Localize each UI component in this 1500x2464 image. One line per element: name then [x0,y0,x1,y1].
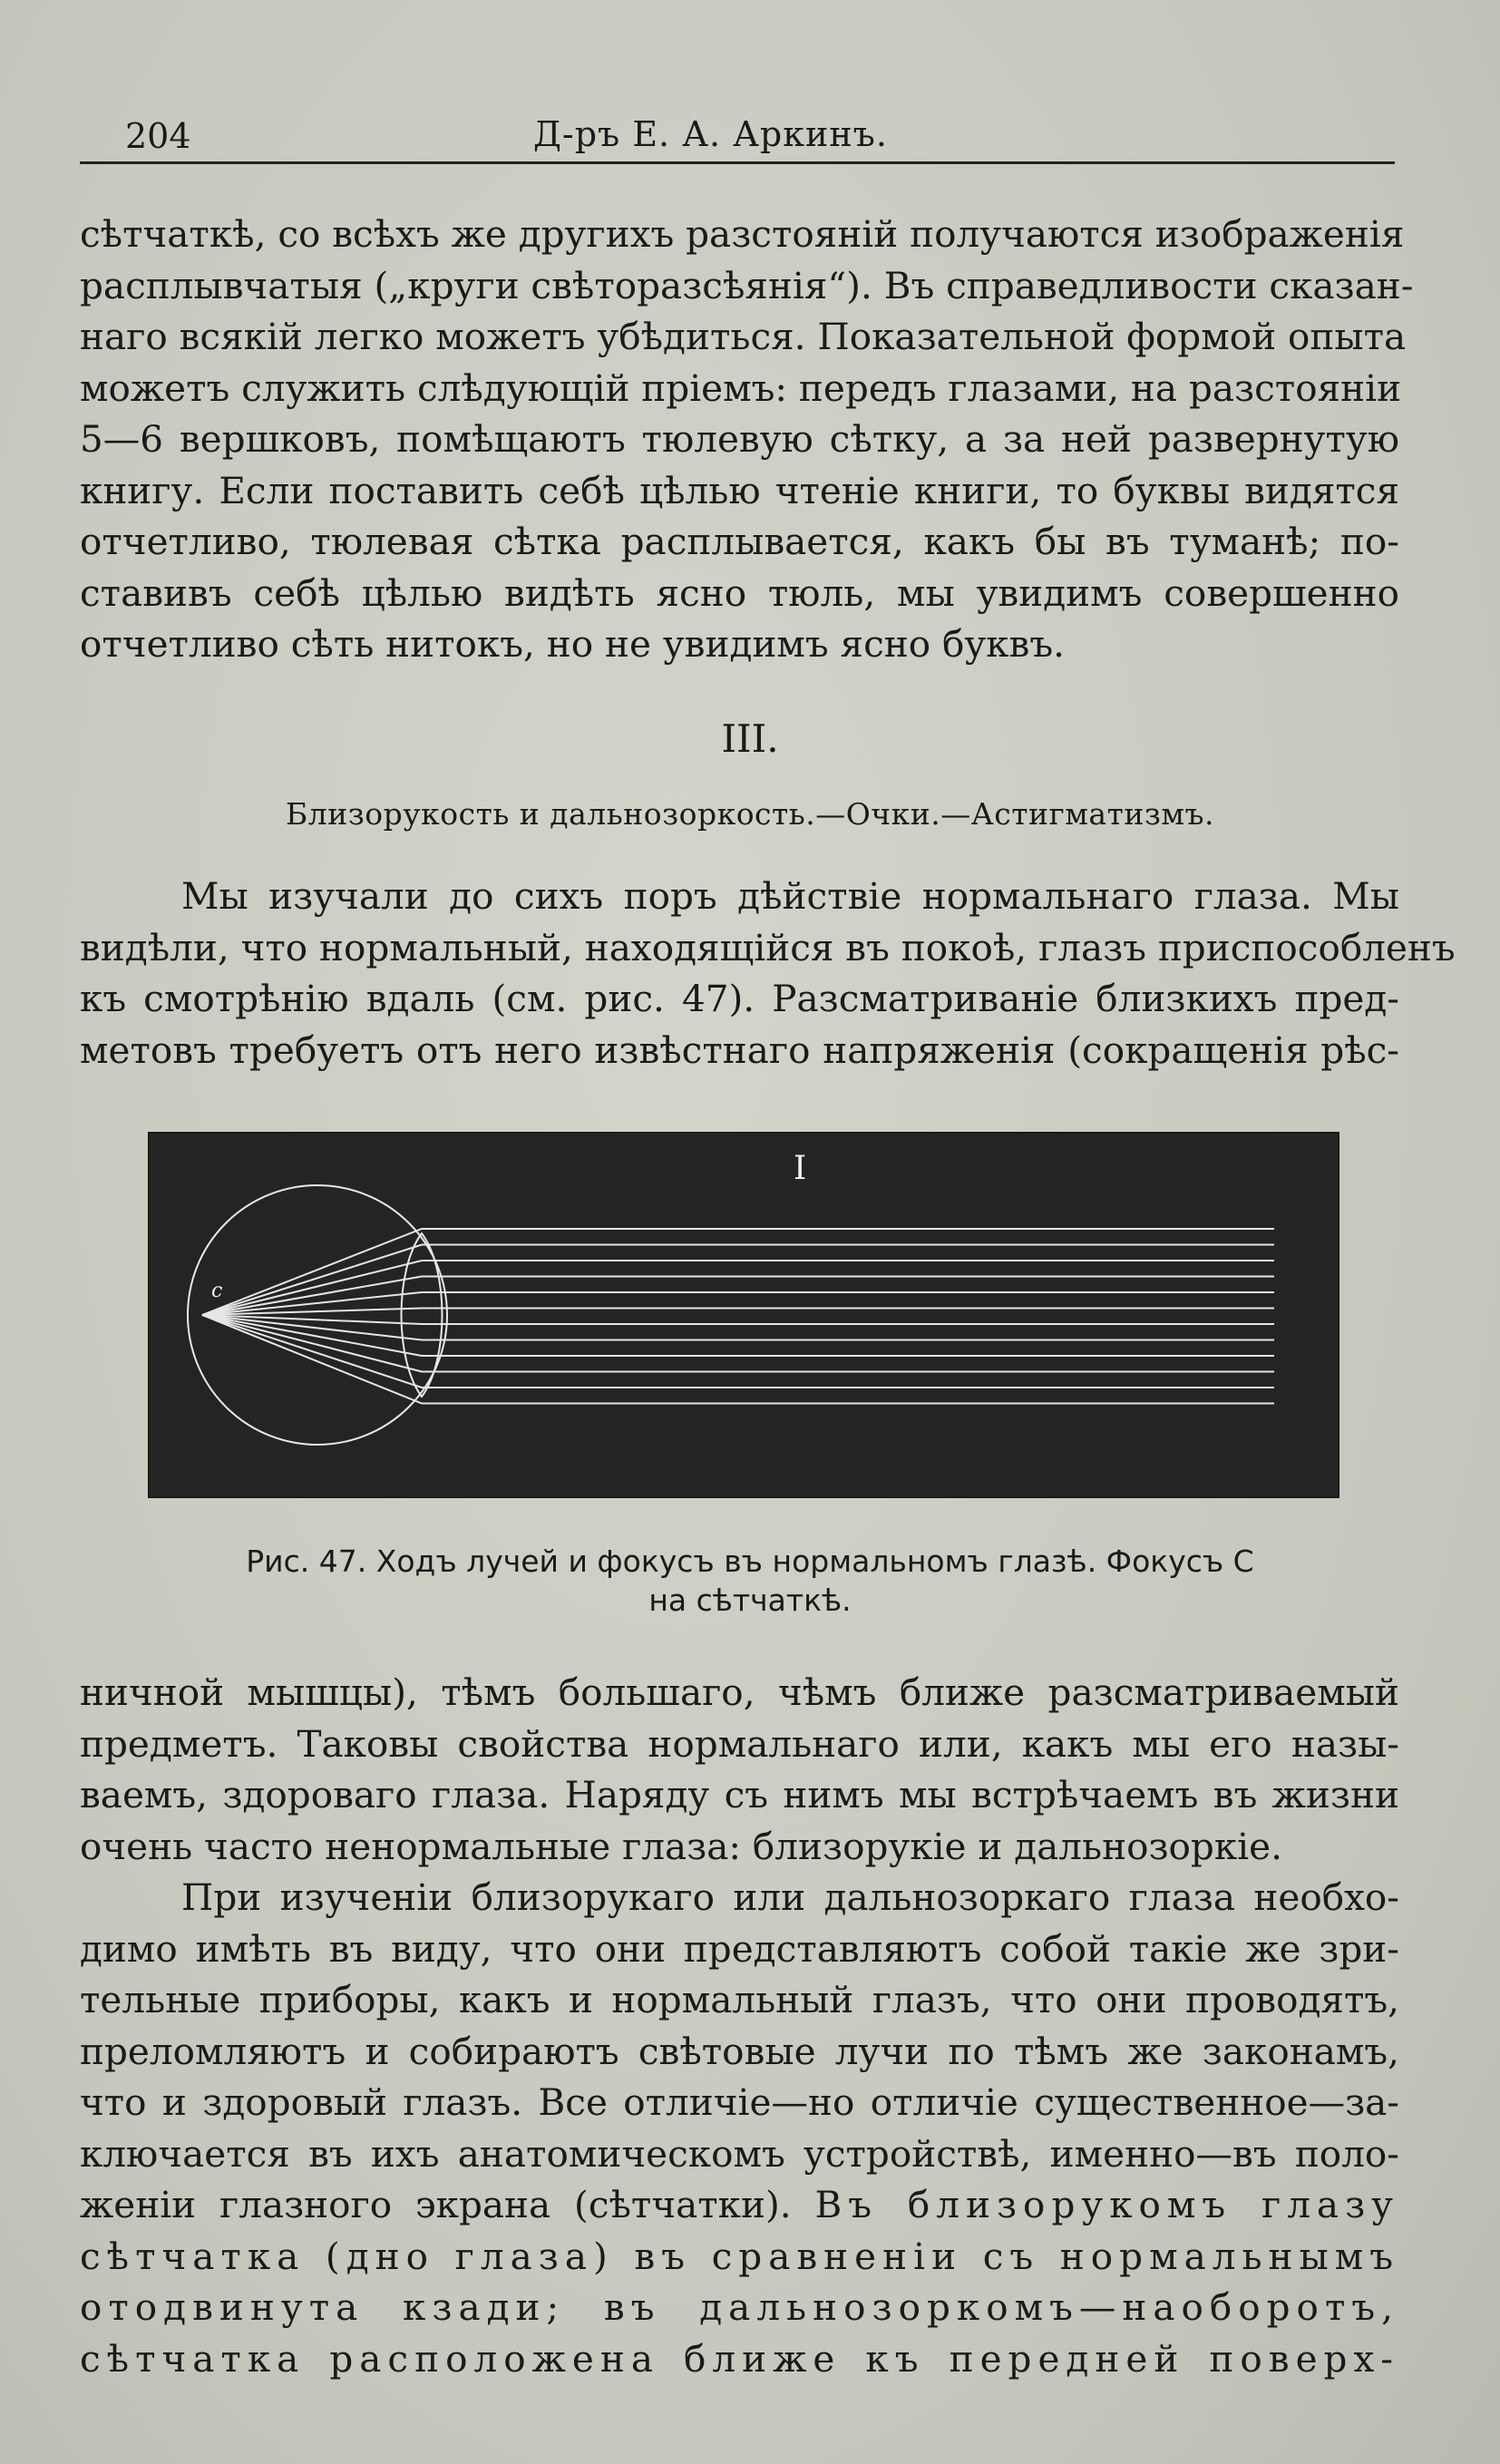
figure-caption [0,1542,1500,1620]
spaced-text-line: отодвинута кзади; въ дальнозоркомъ—наоборотъ, [80,2285,1399,2329]
text-line: тельные приборы, какъ и нормальный глазъ, что они проводятъ, [80,1978,1399,2021]
text-line: предметъ. Таковы свойства нормальнаго или, какъ мы его назы- [80,1721,1399,1766]
light-ray [202,1309,1274,1316]
paragraph-2 [80,871,1456,1076]
text-line: наго всякій легко можетъ убѣдиться. Показательной формой опыта [80,315,1407,358]
light-ray [202,1229,1274,1315]
running-head: Д-ръ Е. А. Аркинъ. [533,114,888,154]
text-line: ваемъ, здороваго глаза. Наряду съ нимъ мы встрѣчаемъ въ жизни [80,1773,1399,1816]
spaced-text-line: сѣтчатка расположена ближе къ передней поверх- [80,2336,1399,2381]
page-header [80,109,1395,164]
text-line: 5—6 вершковъ, помѣщаютъ тюлевую сѣтку, а за ней развернутую [80,417,1399,461]
text-line: видѣли, что нормальный, находящійся въ покоѣ, глазъ приспособленъ [80,925,1456,969]
text-line: димо имѣть въ виду, что они представляютъ собой такіе же зри- [80,1926,1399,1971]
text-line: къ смотрѣнію вдаль (см. рис. 47). Разсматриваніе близкихъ пред- [80,977,1399,1020]
light-rays [202,1229,1274,1404]
light-ray [202,1292,1274,1315]
text-line: отчетливо, тюлевая сѣтка расплывается, какъ бы въ туманѣ; по- [80,520,1399,563]
text-line: ставивъ себѣ цѣлью видѣть ясно тюль, мы увидимъ совершенно [80,570,1399,615]
light-ray [202,1315,1274,1340]
text-line: сѣтчаткѣ, со всѣхъ же другихъ разстояній получаются изображенія [80,212,1405,256]
text-line: очень часто ненормальные глаза: близорукіе и дальнозоркіе. [80,1824,1282,1868]
figure-eye-diagram [150,1134,1338,1496]
text-line [80,2179,1399,2231]
focus-label: c [211,1280,223,1302]
page-number: 204 [125,116,191,156]
light-ray [202,1245,1274,1316]
text-line: расплывчатыя („круги свѣторазсѣянія“). Въ справедливости сказан- [80,263,1414,307]
text-line: преломляютъ и собираютъ свѣтовые лучи по тѣмъ же законамъ, [80,2029,1399,2073]
paragraph-1 [80,209,1414,670]
eye-ray-diagram [150,1134,1338,1496]
text-line: Мы изучали до сихъ поръ дѣйствіе нормальнаго глаза. Мы [181,874,1399,918]
text-span: женіи глазного экрана (сѣтчатки). [80,2183,792,2226]
paragraph-4 [80,1872,1399,2384]
text-line: книгу. Если поставить себѣ цѣлью чтеніе книги, то буквы видятся [80,468,1399,512]
caption-line: Рис. 47. Ходъ лучей и фокусъ въ нормальномъ глазѣ. Фокусъ C [246,1544,1254,1579]
light-ray [202,1315,1274,1388]
light-ray [202,1261,1274,1315]
text-line: ничной мышцы), тѣмъ большаго, чѣмъ ближе разсматриваемый [80,1670,1399,1714]
caption-line: на сѣтчаткѣ. [648,1583,852,1618]
light-ray [202,1315,1274,1404]
section-subtitle: Близорукость и дальнозоркость.—Очки.—Астигматизмъ. [286,796,1214,832]
light-ray [202,1315,1274,1324]
section-number: III. [721,716,779,761]
text-line: метовъ требуетъ отъ него извѣстнаго напряженія (сокращенія рѣс- [80,1027,1399,1072]
text-line: При изученіи близорукаго или дальнозоркаго глаза необхо- [181,1875,1399,1919]
text-line: ключается въ ихъ анатомическомъ устройствѣ, именно—въ поло- [80,2131,1399,2176]
spaced-text: Въ близорукомъ глазу [814,2183,1400,2226]
spaced-text-line: сѣтчатка (дно глаза) въ сравненіи съ нормальнымъ [80,2234,1399,2278]
figure-label-roman: I [794,1150,807,1187]
text-line: можетъ служить слѣдующій пріемъ: передъ глазами, на разстояніи [80,365,1402,410]
text-line: отчетливо сѣть нитокъ, но не увидимъ ясно буквъ. [80,622,1065,666]
paragraph-3 [80,1667,1399,1872]
text-line: что и здоровый глазъ. Все отличіе—но отличіе существенное—за- [80,2080,1399,2124]
